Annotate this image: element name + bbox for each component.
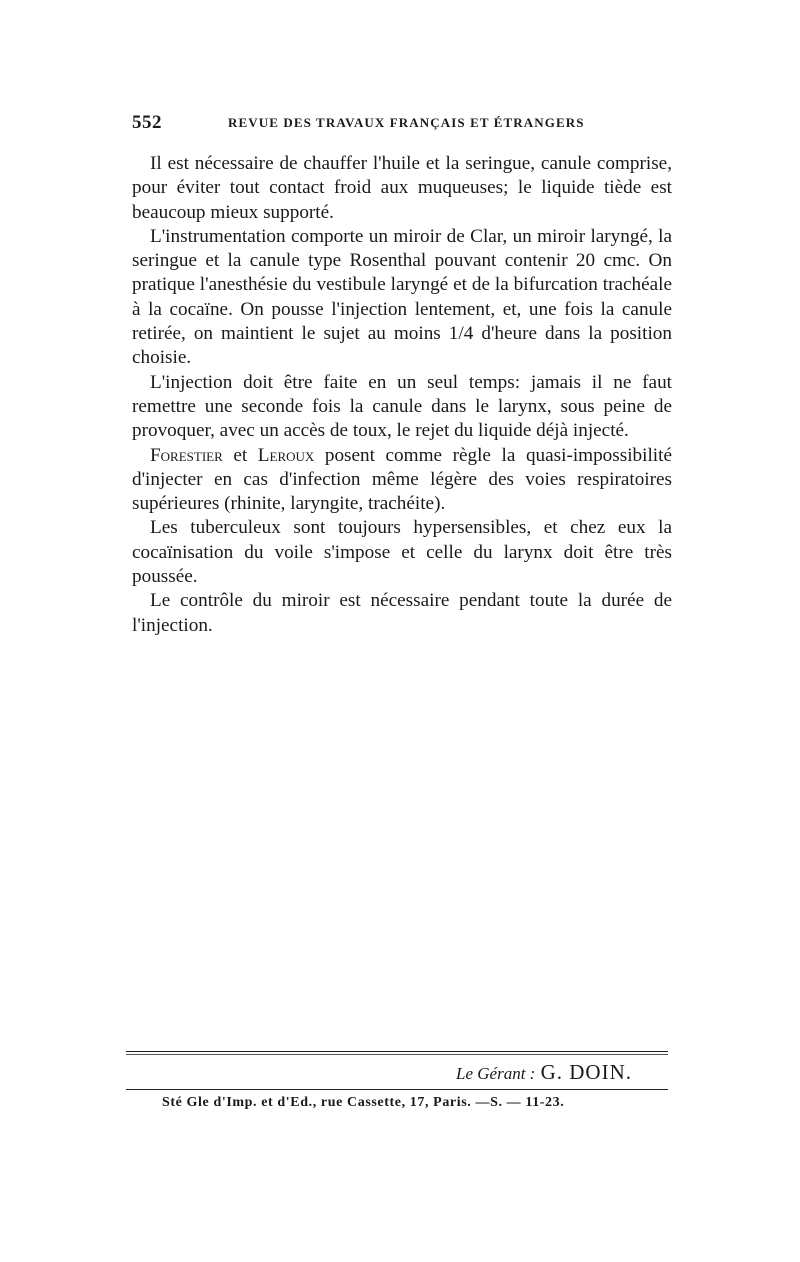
paragraph-4-conjunction: et xyxy=(222,444,258,466)
page-number: 552 xyxy=(132,112,162,133)
paragraph-1: Il est nécessaire de chauffer l'huile et la seringue, canule comprise, pour éviter tout contact froid aux muqueuses; le liquide tiède est beaucoup mieux supporté. xyxy=(132,153,672,223)
footer-rule-top-thin xyxy=(126,1054,668,1055)
body-text xyxy=(132,152,672,638)
paragraph-5: Les tuberculeux sont toujours hypersensibles, et chez eux la cocaïnisation du voile s'impose et celle du larynx doit être très poussée. xyxy=(132,517,672,588)
paragraph-4-text: posent comme règle la quasi-impossibilité d'injecter en cas d'infection même légère des voies respiratoires supérieures (rhinite, laryngite, trachéite). xyxy=(132,444,672,515)
printer-imprint: Sté Gle d'Imp. et d'Ed., rue Cassette, 17, Paris. —S. — 11-23. xyxy=(162,1095,565,1110)
paragraph-3: L'injection doit être faite en un seul temps: jamais il ne faut remettre une seconde fois la canule dans le larynx, sous peine de provoquer, avec un accès de toux, le rejet du liquide déjà injecté. xyxy=(132,371,672,442)
author-name-forestier: Forestier xyxy=(150,444,223,466)
paragraph-6: Le contrôle du miroir est nécessaire pendant toute la durée de l'injection. xyxy=(132,590,672,636)
running-title: REVUE DES TRAVAUX FRANÇAIS ET ÉTRANGERS xyxy=(228,115,585,130)
gerant-name: G. DOIN. xyxy=(540,1060,632,1084)
author-name-leroux: Leroux xyxy=(257,444,315,466)
footer-rule-bottom xyxy=(126,1089,668,1090)
gerant-label: Le Gérant : xyxy=(456,1064,536,1083)
footer-rule-top xyxy=(126,1051,668,1052)
running-header xyxy=(132,112,672,138)
gerant-signature xyxy=(456,1060,632,1085)
paragraph-2: L'instrumentation comporte un miroir de Clar, un miroir laryngé, la seringue et la canule type Rosenthal pouvant contenir 20 cmc. On pratique l'anesthésie du vestibule laryngé et de la bifurcation trachéale à la cocaïne. On pousse l'injection lentement, et, une fois la canule retirée, on maintient le sujet au moins 1/4 d'heure dans la position choisie. xyxy=(132,225,672,369)
paragraph-4 xyxy=(132,444,672,517)
